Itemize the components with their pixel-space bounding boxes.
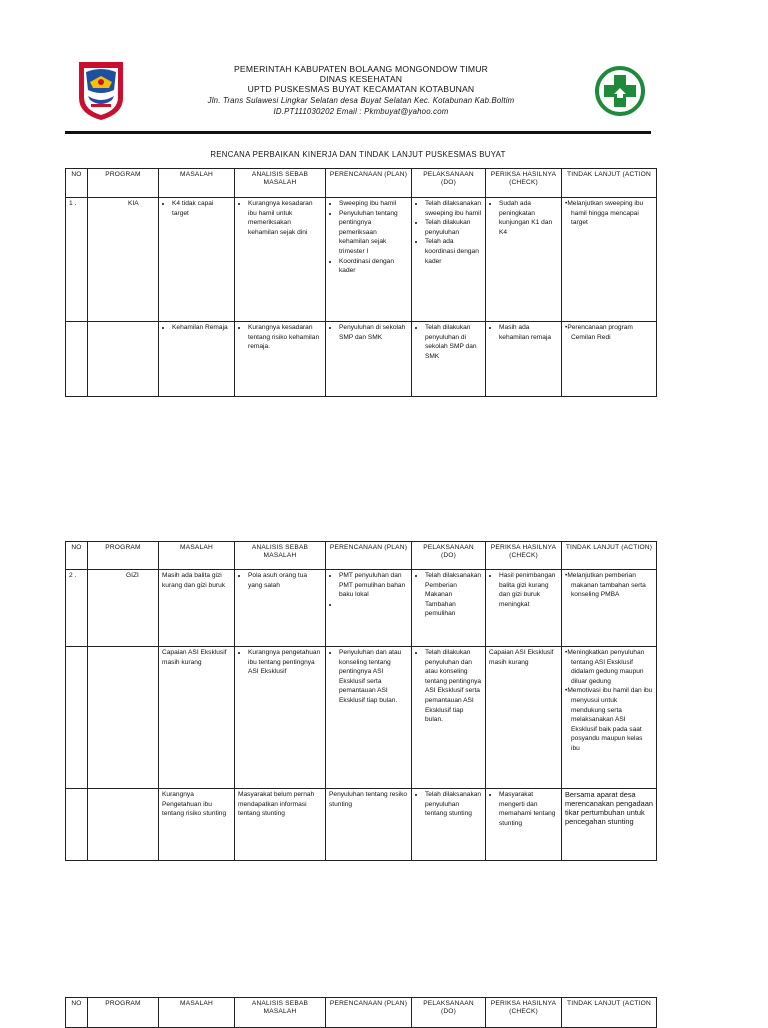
header-address: Jln. Trans Sulawesi Lingkar Selatan desa Buyat Selatan Kec. Kotabunan Kab.Boltim [207,96,515,105]
row-program: GIZI [88,570,159,647]
cell-analisis: • Kurangnya kesadaran tentang risiko kehamilan remaja. [235,322,326,397]
cell-tindak: • Melanjutkan pemberian makanan tambahan serta konseling PMBA [562,570,657,647]
cell-analisis: • Kurangnya pengetahuan ibu tentang pentingnya ASI Eksklusif [235,647,326,789]
cell-periksa: • Hasil penimbangan balita gizi kurang dan gizi buruk meningkat [486,570,562,647]
header-rule [65,131,651,134]
cell-tindak: • Perencanaan program Cemilan Redi [562,322,657,397]
cell-analisis: • Pola asuh orang tua yang salah [235,570,326,647]
header-government: PEMERINTAH KABUPATEN BOLAANG MONGONDOW TIMUR [233,64,489,74]
col-no: NO [66,169,88,198]
col-periksa: PERIKSA HASILNYA (CHECK) [486,169,562,198]
table-row [66,570,657,647]
cell-periksa: Capaian ASI Eksklusif masih kurang [486,647,562,789]
cell-tindak: • Melanjutkan sweeping ibu hamil hingga mencapai target [562,198,657,322]
row-no: 2 . [66,570,88,647]
col-perencanaan: PERENCANAAN (PLAN) [326,998,412,1028]
col-tindak: TINDAK LANJUT (ACTION) [562,542,657,570]
cell-periksa: • Masih ada kehamilan remaja [486,322,562,397]
col-tindak: TINDAK LANJUT (ACTION [562,169,657,198]
cell-perencanaan: • Sweeping ibu hamil • Penyuluhan tentang pentingnya pemeriksaan kehamilan sejak trimester I • Koordinasi dengan kader [326,198,412,322]
cell-pelaksanaan: • Telah dilaksanakan Pemberian Makanan Tambahan pemulihan [412,570,486,647]
col-pelaksanaan: PELAKSANAAN (DO) [412,169,486,198]
cell-analisis: Masyarakat belum pernah mendapatkan informasi tentang stunting [235,789,326,861]
cell-masalah: Masih ada balita gizi kurang dan gizi buruk [159,570,235,647]
cell-perencanaan: • PMT penyuluhan dan PMT pemulihan bahan baku lokal • [326,570,412,647]
table-header-row [66,542,657,570]
col-no: NO [66,542,88,570]
table-row [66,789,657,861]
col-pelaksanaan: PELAKSANAAN (DO) [412,542,486,570]
header-agency: DINAS KESEHATAN [319,74,403,84]
plan-table-kia [65,168,657,397]
col-periksa: PERIKSA HASILNYA (CHECK) [486,998,562,1028]
cell-pelaksanaan: • Telah dilaksanakan penyuluhan tentang stunting [412,789,486,861]
cell-tindak: Bersama aparat desa merencanakan pengadaan tikar pertumbuhan untuk pencegahan stunting [562,789,657,861]
table-row [66,647,657,789]
cell-masalah: Kurangnya Pengetahuan ibu tentang risiko stunting [159,789,235,861]
cell-analisis: • Kurangnya kesadaran ibu hamil untuk memeriksakan kehamilan sejak dini [235,198,326,322]
document-title: RENCANA PERBAIKAN KINERJA DAN TINDAK LANJUT PUSKESMAS BUYAT [210,150,506,159]
row-no: 1 . [66,198,88,322]
col-no: NO [66,998,88,1028]
col-analisis: ANALISIS SEBAB MASALAH [235,169,326,198]
regency-logo [76,60,126,122]
table-row [66,322,657,397]
puskesmas-logo [594,63,646,119]
table-header-row [66,169,657,198]
cell-periksa: • Sudah ada peningkatan kunjungan K1 dan K4 [486,198,562,322]
cell-perencanaan: • Penyuluhan di sekolah SMP dan SMK [326,322,412,397]
col-masalah: MASALAH [159,542,235,570]
col-masalah: MASALAH [159,169,235,198]
col-tindak: TINDAK LANJUT (ACTION [562,998,657,1028]
cell-periksa: • Masyarakat mengerti dan memahami tentang stunting [486,789,562,861]
header-puskesmas: UPTD PUSKESMAS BUYAT KECAMATAN KOTABUNAN [247,84,475,94]
cell-masalah: • Kehamilan Remaja [159,322,235,397]
col-perencanaan: PERENCANAAN (PLAN) [326,169,412,198]
row-program: KIA [88,198,159,322]
table-row [66,198,657,322]
col-program: PROGRAM [88,542,159,570]
col-program: PROGRAM [88,998,159,1028]
col-program: PROGRAM [88,169,159,198]
col-analisis: ANALISIS SEBAB MASALAH [235,998,326,1028]
col-masalah: MASALAH [159,998,235,1028]
plan-table-next [65,997,657,1028]
col-periksa: PERIKSA HASILNYA (CHECK) [486,542,562,570]
cell-perencanaan: Penyuluhan tentang resiko stunting [326,789,412,861]
cell-perencanaan: • Penyuluhan dan atau konseling tentang pentingnya ASI Eksklusif serta pemantauan ASI Eksklusif tiap bulan. [326,647,412,789]
cell-masalah: Capaian ASI Eksklusif masih kurang [159,647,235,789]
cell-pelaksanaan: • Telah dilakukan penyuluhan di sekolah SMP dan SMK [412,322,486,397]
col-pelaksanaan: PELAKSANAAN (DO) [412,998,486,1028]
cell-pelaksanaan: • Telah dilaksanakan sweeping ibu hamil • Telah dilakukan penyuluhan • Telah ada koordinasi dengan kader [412,198,486,322]
table-header-row [66,998,657,1028]
cell-pelaksanaan: • Telah dilakukan penyuluhan dan atau konseling tentang pentingnya ASI Eksklusif serta pemantauan ASI Eksklusif tiap bulan. [412,647,486,789]
col-analisis: ANALISIS SEBAB MASALAH [235,542,326,570]
cell-masalah: • K4 tidak capai target [159,198,235,322]
header-id-email: ID.PT111030202 Email : Pkmbuyat@yahoo.com [273,107,449,116]
plan-table-gizi [65,541,657,861]
cell-tindak: • Meningkatkan penyuluhan tentang ASI Eksklusif didalam gedung maupun diluar gedung • Memotivasi ibu hamil dan ibu menyusui untuk mendukung serta melaksanakan ASI Eksklusif baik pada saat posyandu maupun kelas ibu [562,647,657,789]
col-perencanaan: PERENCANAAN (PLAN) [326,542,412,570]
